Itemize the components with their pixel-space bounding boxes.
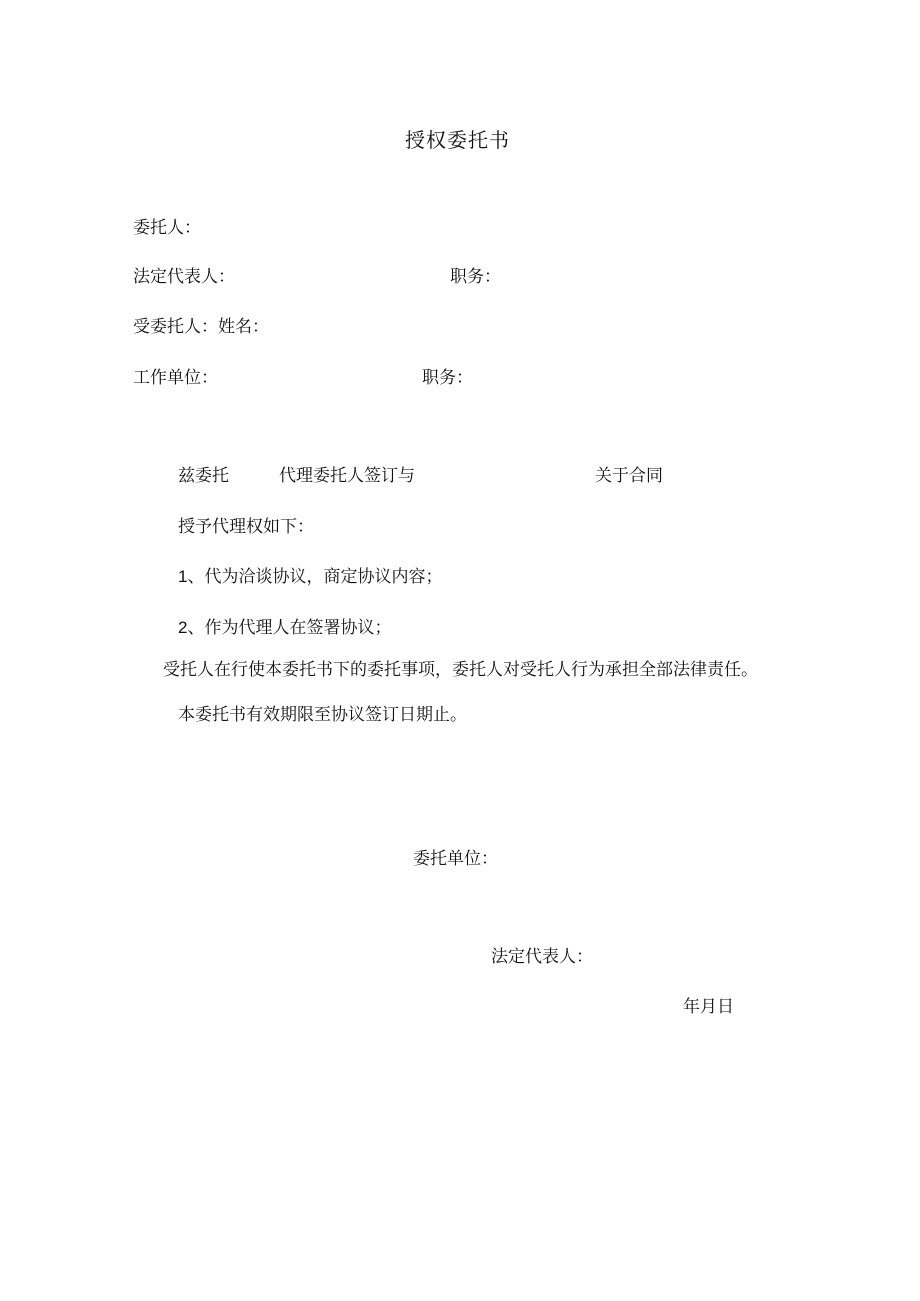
authorize-middle: 代理委托人签订与 bbox=[279, 466, 415, 486]
legal-representative-position-label: 职务： bbox=[450, 267, 501, 287]
item-1-number: 1 bbox=[178, 567, 188, 586]
item-1-text: 、代为洽谈协议，商定协议内容； bbox=[187, 567, 443, 587]
principal-label: 委托人： bbox=[133, 218, 201, 238]
authorize-suffix: 关于合同 bbox=[595, 466, 663, 486]
authority-item-1 bbox=[178, 568, 442, 586]
responsibility-statement: 受托人在行使本委托书下的委托事项，委托人对受托人行为承担全部法律责任。 bbox=[163, 660, 758, 680]
document-title: 授权委托书 bbox=[405, 128, 510, 152]
agent-workplace-label: 工作单位： bbox=[133, 368, 218, 388]
grant-line: 授予代理权如下： bbox=[178, 517, 314, 537]
item-2-text: 、作为代理人在签署协议； bbox=[187, 618, 392, 638]
signature-legal-representative-label: 法定代表人： bbox=[491, 947, 593, 967]
validity-statement: 本委托书有效期限至协议签订日期止。 bbox=[178, 705, 467, 725]
item-2-number: 2 bbox=[178, 618, 188, 637]
principal-unit-label: 委托单位： bbox=[413, 849, 498, 869]
agent-name-label: 受委托人：姓名： bbox=[133, 317, 269, 337]
legal-representative-label: 法定代表人： bbox=[133, 267, 235, 287]
date-label: 年月日 bbox=[683, 997, 734, 1017]
authorize-prefix: 兹委托 bbox=[178, 466, 229, 486]
agent-position-label: 职务： bbox=[422, 368, 473, 388]
authority-item-2 bbox=[178, 619, 391, 637]
